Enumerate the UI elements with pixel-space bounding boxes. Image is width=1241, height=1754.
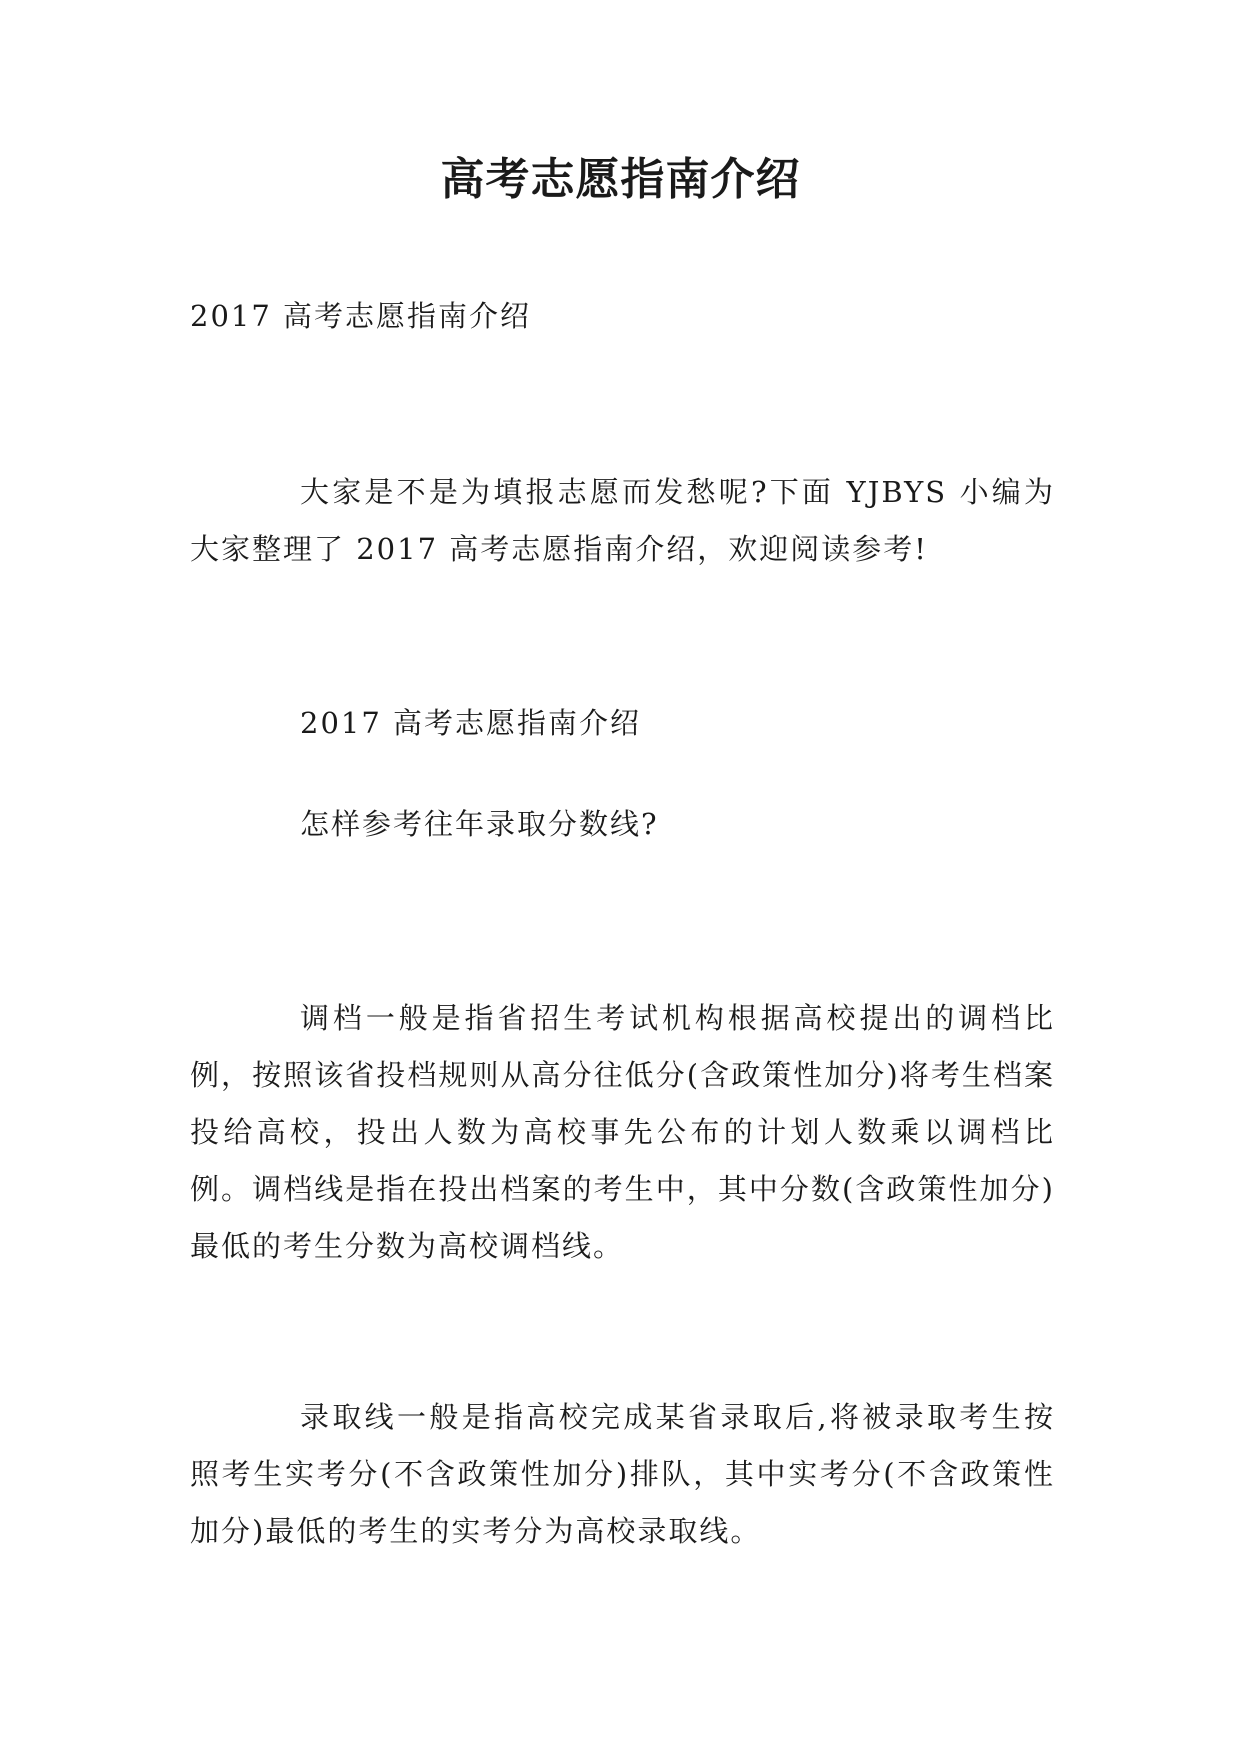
section-heading: 2017 高考志愿指南介绍	[300, 706, 642, 740]
body-paragraph-luqu: 录取线一般是指高校完成某省录取后,将被录取考生按照考生实考分(不含政策性加分)排队，其中实考分(不含政策性加分)最低的考生的实考分为高校录取线。	[190, 1400, 1055, 1548]
document-subtitle: 2017 高考志愿指南介绍	[190, 299, 532, 333]
body-paragraph-tiaodang: 调档一般是指省招生考试机构根据高校提出的调档比例，按照该省投档规则从高分往低分(含政策性加分)将考生档案投给高校，投出人数为高校事先公布的计划人数乘以调档比例。调档线是指在投出档案的考生中，其中分数(含政策性加分)最低的考生分数为高校调档线。	[190, 1001, 1055, 1263]
document-title: 高考志愿指南介绍	[440, 154, 801, 205]
intro-paragraph: 大家是不是为填报志愿而发愁呢?下面 YJBYS 小编为大家整理了 2017 高考志愿指南介绍，欢迎阅读参考!	[190, 475, 1055, 566]
question-heading: 怎样参考往年录取分数线?	[300, 807, 659, 841]
